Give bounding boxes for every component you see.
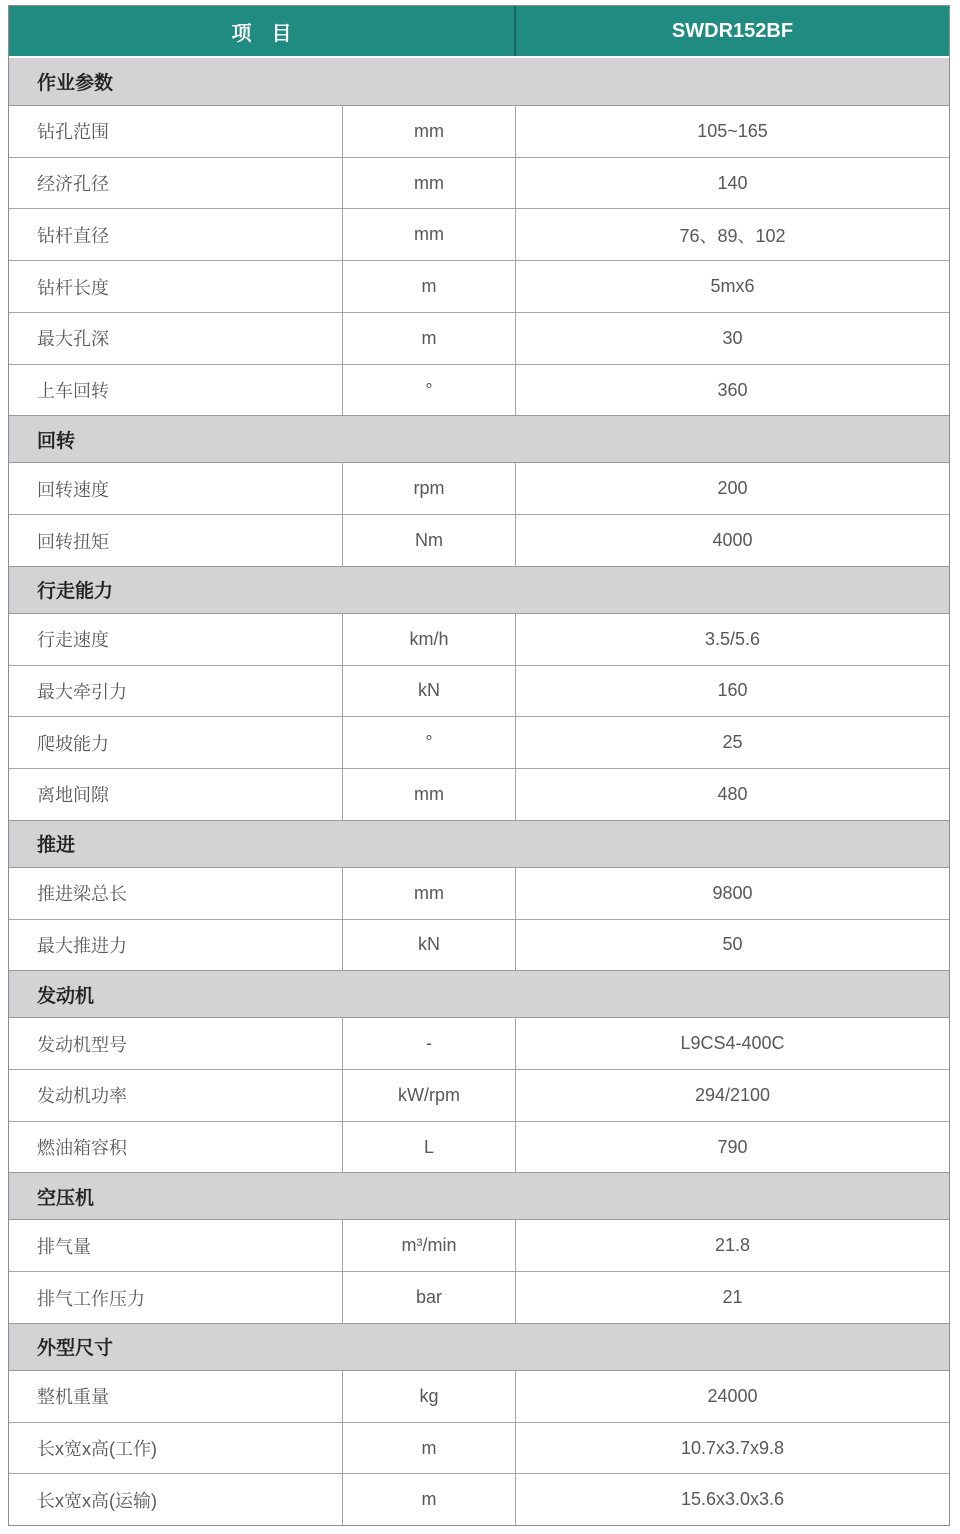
param-value: 140 bbox=[717, 172, 748, 193]
param-name: 发动机功率 bbox=[37, 1086, 127, 1107]
param-unit: m bbox=[342, 313, 516, 364]
table-row bbox=[9, 768, 949, 820]
param-name: 最大孔深 bbox=[37, 329, 109, 350]
section-title: 行走能力 bbox=[37, 581, 114, 603]
table-row bbox=[9, 716, 949, 768]
param-value: 294/2100 bbox=[694, 1084, 771, 1105]
param-unit: mm bbox=[342, 209, 516, 260]
section-title: 回转 bbox=[37, 430, 76, 452]
param-value: 160 bbox=[717, 680, 748, 701]
table-row bbox=[9, 106, 949, 157]
param-unit: km/h bbox=[342, 614, 516, 665]
param-unit: mm bbox=[342, 868, 516, 919]
param-unit: m bbox=[342, 1474, 516, 1525]
param-unit: kN bbox=[342, 920, 516, 971]
param-value: 50 bbox=[722, 934, 743, 955]
param-unit: kW/rpm bbox=[342, 1070, 516, 1121]
param-name: 钻杆长度 bbox=[37, 277, 109, 298]
param-unit: m bbox=[342, 261, 516, 312]
param-unit: mm bbox=[342, 769, 516, 820]
param-name: 爬坡能力 bbox=[37, 733, 109, 754]
param-unit: mm bbox=[342, 158, 516, 209]
table-row bbox=[9, 1069, 949, 1121]
column-header-model: SWDR152BF bbox=[671, 19, 794, 42]
param-value: 3.5/5.6 bbox=[704, 628, 761, 649]
param-name: 回转速度 bbox=[37, 479, 109, 500]
param-value: 9800 bbox=[712, 882, 753, 903]
table-row bbox=[9, 1018, 949, 1069]
section-title: 作业参数 bbox=[37, 73, 114, 94]
table-row bbox=[9, 868, 949, 919]
param-value: 480 bbox=[717, 783, 748, 804]
param-value: L9CS4-400C bbox=[680, 1033, 785, 1054]
table-row bbox=[9, 1473, 949, 1525]
param-value: 790 bbox=[717, 1136, 748, 1157]
table-row bbox=[9, 614, 949, 665]
param-value: 15.6x3.0x3.6 bbox=[680, 1489, 785, 1510]
param-name: 回转扭矩 bbox=[37, 531, 109, 552]
param-name: 长x宽x高(工作) bbox=[37, 1439, 157, 1460]
param-unit: m³/min bbox=[342, 1220, 516, 1271]
param-value: 5mx6 bbox=[710, 276, 755, 297]
section-title: 推进 bbox=[37, 835, 76, 857]
param-name: 长x宽x高(运输) bbox=[37, 1490, 157, 1511]
section-header-row bbox=[9, 566, 949, 614]
param-value: 4000 bbox=[712, 530, 753, 550]
table-row bbox=[9, 665, 949, 717]
table-row bbox=[9, 364, 949, 416]
param-value: 21.8 bbox=[714, 1235, 751, 1256]
section-header-row bbox=[9, 58, 949, 106]
param-name: 推进梁总长 bbox=[37, 884, 127, 905]
table-row bbox=[9, 1371, 949, 1422]
param-unit: m bbox=[342, 1423, 516, 1474]
section-title: 空压机 bbox=[37, 1187, 95, 1209]
param-value: 24000 bbox=[707, 1385, 758, 1406]
param-name: 经济孔径 bbox=[37, 174, 109, 195]
param-name: 上车回转 bbox=[37, 381, 109, 402]
param-name: 行走速度 bbox=[37, 630, 109, 651]
param-name: 排气量 bbox=[37, 1236, 91, 1257]
param-name: 排气工作压力 bbox=[37, 1288, 145, 1309]
section-header-row bbox=[9, 820, 949, 868]
param-value: 21 bbox=[722, 1287, 743, 1308]
param-unit: mm bbox=[342, 106, 516, 157]
table-row bbox=[9, 208, 949, 260]
section-header-row bbox=[9, 1323, 949, 1371]
param-unit: ° bbox=[342, 365, 516, 416]
section-header-row bbox=[9, 1172, 949, 1220]
table-row bbox=[9, 1121, 949, 1173]
table-row bbox=[9, 514, 949, 566]
table-row bbox=[9, 1271, 949, 1323]
param-value: 105~165 bbox=[697, 120, 768, 141]
table-row bbox=[9, 1220, 949, 1271]
section-title: 外型尺寸 bbox=[37, 1338, 114, 1360]
param-unit: rpm bbox=[342, 463, 516, 514]
param-value: 200 bbox=[717, 478, 748, 499]
table-row bbox=[9, 260, 949, 312]
param-unit: bar bbox=[342, 1272, 516, 1323]
param-unit: Nm bbox=[342, 515, 516, 566]
param-unit: ° bbox=[342, 717, 516, 768]
param-unit: kN bbox=[342, 666, 516, 717]
table-row bbox=[9, 919, 949, 971]
param-name: 发动机型号 bbox=[37, 1034, 127, 1055]
param-value: 360 bbox=[717, 379, 748, 400]
param-name: 整机重量 bbox=[37, 1387, 109, 1408]
param-unit: kg bbox=[342, 1371, 516, 1422]
table-row bbox=[9, 463, 949, 514]
param-name: 最大牵引力 bbox=[37, 681, 127, 702]
param-name: 最大推进力 bbox=[37, 935, 127, 956]
param-value: 10.7x3.7x9.8 bbox=[680, 1437, 785, 1458]
column-header-item: 项 目 bbox=[9, 6, 516, 56]
section-header-row bbox=[9, 415, 949, 463]
param-name: 钻孔范围 bbox=[37, 122, 109, 143]
param-name: 离地间隙 bbox=[37, 785, 109, 806]
section-header-row bbox=[9, 970, 949, 1018]
section-title: 发动机 bbox=[37, 985, 95, 1007]
param-name: 钻杆直径 bbox=[37, 225, 109, 246]
table-row bbox=[9, 312, 949, 364]
spec-table bbox=[8, 5, 950, 1526]
param-value: 25 bbox=[722, 732, 743, 753]
param-unit: L bbox=[342, 1122, 516, 1173]
param-value: 76、89、102 bbox=[679, 225, 786, 246]
table-header-row bbox=[9, 6, 949, 58]
param-value: 30 bbox=[722, 327, 743, 348]
param-name: 燃油箱容积 bbox=[37, 1138, 127, 1159]
table-row bbox=[9, 157, 949, 209]
table-row bbox=[9, 1422, 949, 1474]
param-unit: - bbox=[342, 1018, 516, 1069]
table-body bbox=[9, 58, 949, 1525]
